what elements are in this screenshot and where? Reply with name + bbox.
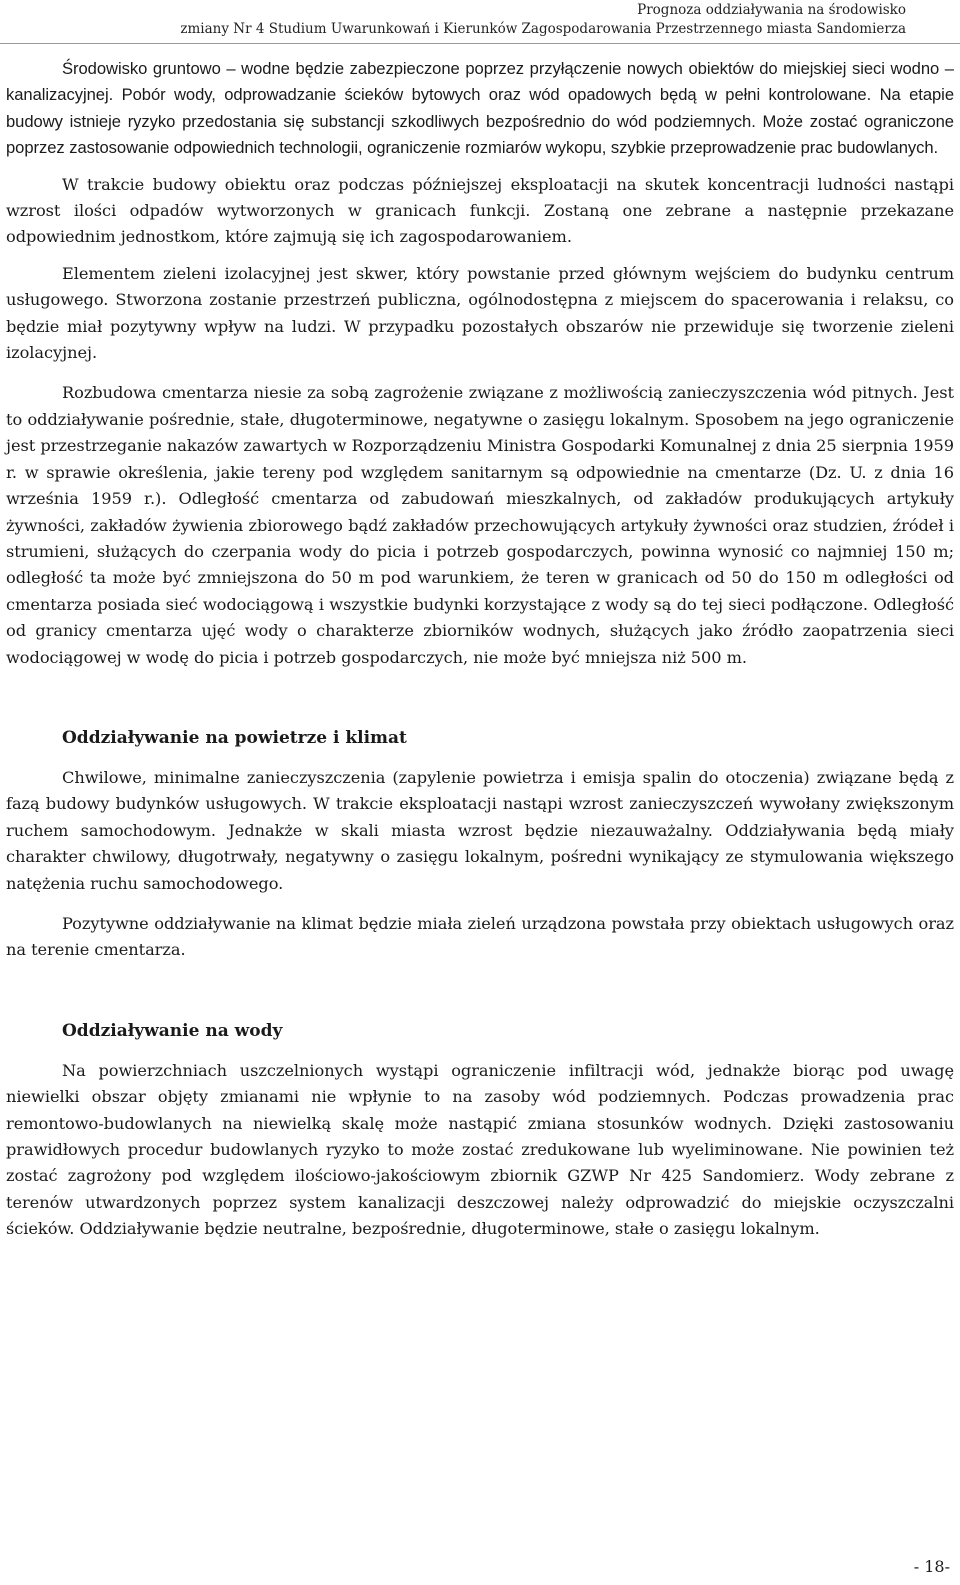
paragraph-greenery: Elementem zieleni izolacyjnej jest skwer, który powstanie przed głównym wejściem do budynku centrum usługowego. Stworzona zostanie przestrzeń publiczna, ogólnodostępna z miejscem do spacerowania i relaksu, co będzie miał pozytywny wpływ na ludzi. W przypadku pozostałych obszarów nie przewiduje się tworzenie zieleni izolacyjnej. [6, 263, 954, 363]
heading-air-climate: Oddziaływanie na powietrze i klimat [62, 727, 407, 748]
page-header [0, 0, 960, 44]
paragraph-air-2: Pozytywne oddziaływanie na klimat będzie miała zieleń urządzona powstała przy obiektach usługowych oraz na terenie cmentarza. [6, 913, 954, 960]
paragraph-air-1: Chwilowe, minimalne zanieczyszczenia (zapylenie powietrza i emisja spalin do otoczenia) związane będą z fazą budowy budynków usługowych. W trakcie eksploatacji nastąpi wzrost zanieczyszczeń wywołany zwiększonym ruchem samochodowym. Jednakże w skali miasta wzrost będzie niezauważalny. Oddziaływania będą miały charakter chwilowy, długotrwały, negatywny o zasięgu lokalnym, pośredni wynikający ze stymulowania większego natężenia ruchu samochodowego. [6, 767, 954, 893]
paragraph-water-1: Na powierzchniach uszczelnionych wystąpi ograniczenie infiltracji wód, jednakże biorąc pod uwagę niewielki obszar objęty zmianami nie wpłynie to na zasoby wód podziemnych. Podczas prowadzenia prac remontowo-budowlanych na niewielką skalę może nastąpić zmiana stosunków wodnych. Dzięki zastosowaniu prawidłowych procedur budowlanych ryzyko to może zostać zredukowane lub wyeliminowane. Nie powinien też zostać zagrożony pod względem ilościowo-jakościowym zbiornik GZWP Nr 425 Sandomierz. Wody zebrane z terenów utwardzonych poprzez system kanalizacji deszczowej należy odprowadzić do miejskie oczyszczalni ścieków. Oddziaływanie będzie neutralne, bezpośrednie, długoterminowe, stałe o zasięgu lokalnym. [6, 1060, 954, 1239]
header-subtitle: zmiany Nr 4 Studium Uwarunkowań i Kierunków Zagospodarowania Przestrzennego miasta Sandomierza [180, 21, 906, 37]
page-number: - 18- [913, 1557, 950, 1576]
heading-water: Oddziaływanie na wody [62, 1020, 283, 1041]
header-title: Prognoza oddziaływania na środowisko [637, 2, 906, 18]
document-body [6, 56, 954, 1243]
paragraph-waste: W trakcie budowy obiektu oraz podczas późniejszej eksploatacji na skutek koncentracji ludności nastąpi wzrost ilości odpadów wytworzonych w granicach funkcji. Zostaną one zebrane a następnie przekazane odpowiednim jednostkom, które zajmują się ich zagospodarowaniem. [6, 174, 954, 247]
paragraph-cemetery: Rozbudowa cmentarza niesie za sobą zagrożenie związane z możliwością zanieczyszczenia wód pitnych. Jest to oddziaływanie pośrednie, stałe, długoterminowe, negatywne o zasięgu lokalnym. Sposobem na jego ograniczenie jest przestrzeganie nakazów zawartych w Rozporządzeniu Ministra Gospodarki Komunalnej z dnia 25 sierpnia 1959 r. w sprawie określenia, jakie tereny pod względem sanitarnym są odpowiednie na cmentarze (Dz. U. z dnia 16 września 1959 r.). Odległość cmentarza od zabudowań mieszkalnych, od zakładów produkujących artykuły żywności, zakładów żywienia zbiorowego bądź zakładów przechowujących artykuły żywności oraz studzien, źródeł i strumieni, służących do czerpania wody do picia i potrzeb gospodarczych, powinna wynosić co najmniej 150 m; odległość ta może być zmniejszona do 50 m pod warunkiem, że teren w granicach od 50 do 150 m odległości od cmentarza posiada sieć wodociągową i wszystkie budynki korzystające z wody są do tej sieci podłączone. Odległość od granicy cmentarza ujęć wody o charakterze zbiorników wodnych, służących jako źródło zaopatrzenia sieci wodociągowej w wodę do picia i potrzeb gospodarczych, nie może być mniejsza niż 500 m. [6, 383, 954, 667]
paragraph-soil-water: Środowisko gruntowo – wodne będzie zabezpieczone poprzez przyłączenie nowych obiektów do miejskiej sieci wodno – kanalizacyjnej. Pobór wody, odprowadzanie ścieków bytowych oraz wód opadowych będą w pełni kontrolowane. Na etapie budowy istnieje ryzyko przedostania się substancji szkodliwych bezpośrednio do wód podziemnych. Może zostać ograniczone poprzez zastosowanie odpowiednich technologii, ograniczenie rozmiarów wykopu, szybkie przeprowadzenie prac budowlanych. [6, 59, 954, 158]
